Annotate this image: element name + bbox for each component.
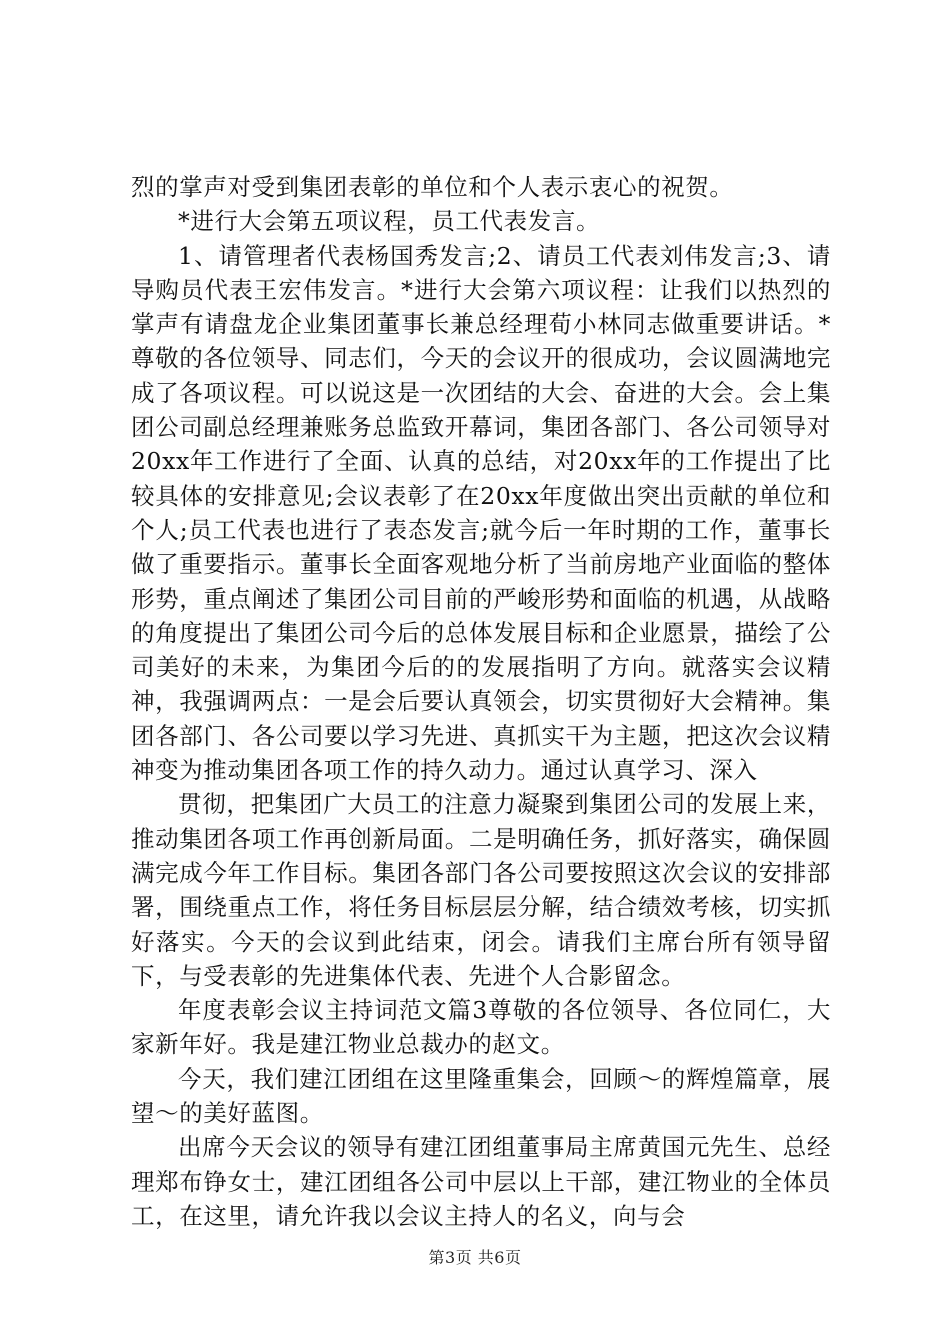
paragraph-3: 1、请管理者代表杨国秀发言;2、请员工代表刘伟发言;3、请导购员代表王宏伟发言。*进行大会第六项议程：让我们以热烈的掌声有请盘龙企业集团董事长兼总经理荀小林同志做重要讲话。*尊敬的各位领导、同志们，今天的会议开的很成功，会议圆满地完成了各项议程。可以说这是一次团结的大会、奋进的大会。会上集团公司副总经理兼账务总监致开幕词，集团各部门、各公司领导对20xx年工作进行了全面、认真的总结，对20xx年的工作提出了比较具体的安排意见;会议表彰了在20xx年度做出突出贡献的单位和个人;员工代表也进行了表态发言;就今后一年时期的工作，董事长做了重要指示。董事长全面客观地分析了当前房地产业面临的整体形势，重点阐述了集团公司目前的严峻形势和面临的机遇，从战略的角度提出了集团公司今后的总体发展目标和企业愿景，描绘了公司美好的未来，为集团今后的的发展指明了方向。就落实会议精神，我强调两点：一是会后要认真领会，切实贯彻好大会精神。集团各部门、各公司要以学习先进、真抓实干为主题，把这次会议精神变为推动集团各项工作的持久动力。通过认真学习、深入: [131, 241, 831, 785]
paragraph-7: 出席今天会议的领导有建江团组董事局主席黄国元先生、总经理郑布铮女士，建江团组各公司中层以上干部，建江物业的全体员工，在这里，请允许我以会议主持人的名义，向与会: [131, 1133, 831, 1230]
paragraph-6: 今天，我们建江团组在这里隆重集会，回顾～的辉煌篇章，展望～的美好蓝图。: [131, 1064, 831, 1128]
document-body: [131, 170, 831, 1233]
page-number-footer: 第3页 共6页: [428, 1248, 522, 1267]
paragraph-1: 烈的掌声对受到集团表彰的单位和个人表示衷心的祝贺。: [131, 173, 734, 201]
paragraph-5: 年度表彰会议主持词范文篇3尊敬的各位领导、各位同仁，大家新年好。我是建江物业总裁办的赵文。: [131, 996, 831, 1059]
paragraph-2: *进行大会第五项议程，员工代表发言。: [178, 207, 601, 236]
paragraph-4: 贯彻，把集团广大员工的注意力凝聚到集团公司的发展上来，推动集团各项工作再创新局面。二是明确任务，抓好落实，确保圆满完成今年工作目标。集团各部门各公司要按照这次会议的安排部署，围绕重点工作，将任务目标层层分解，结合绩效考核，切实抓好落实。今天的会议到此结束，闭会。请我们主席台所有领导留下，与受表彰的先进集体代表、先进个人合影留念。: [131, 790, 831, 990]
